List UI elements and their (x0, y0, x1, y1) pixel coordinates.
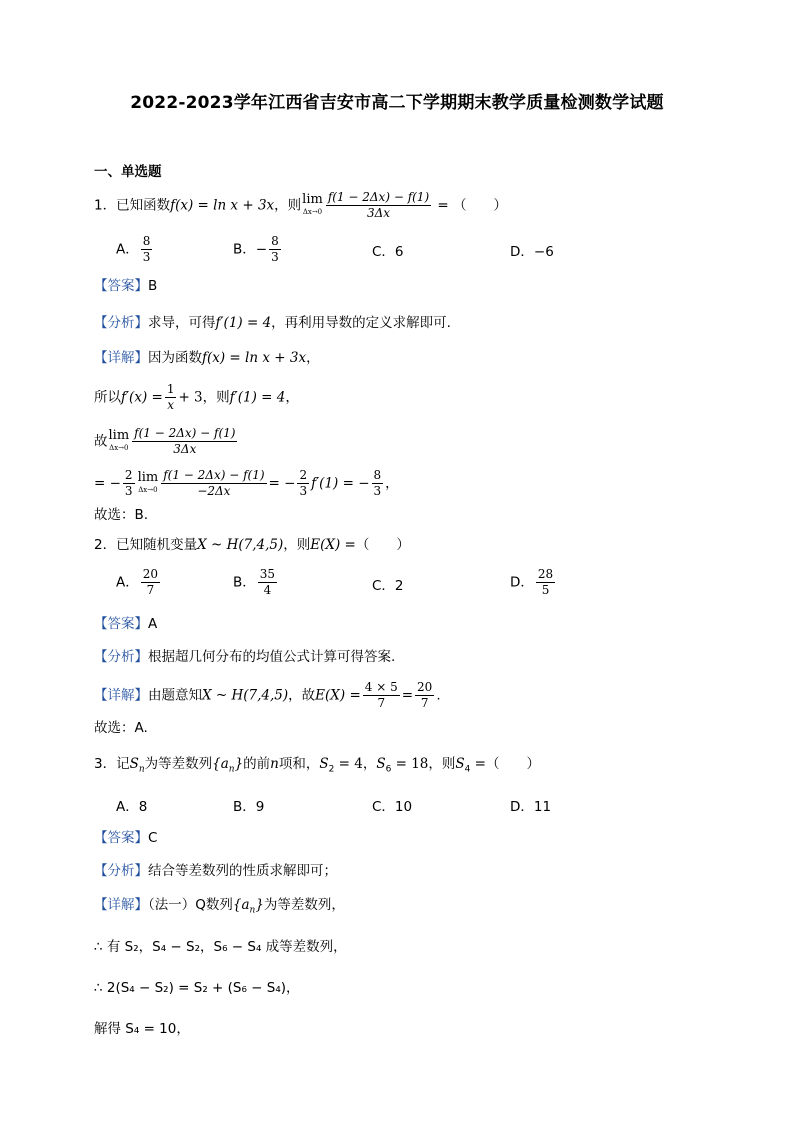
option-d (510, 567, 557, 598)
fraction (326, 190, 431, 221)
detail-text: ， (306, 350, 320, 366)
detail-text: ， (285, 389, 299, 406)
detail-line: ∴ 2(S₄ − S₂) = S₂ + (S₆ − S₄)， (94, 980, 300, 996)
answer-tag: 【答案】 (94, 830, 148, 846)
question-text: 已知函数 (116, 197, 171, 214)
option-b: B．9 (233, 799, 265, 815)
math-expression: f(x) = ln x + 3x (202, 350, 307, 366)
answer-line (94, 828, 157, 848)
detail-text: 故 (94, 433, 108, 450)
detail-text: ， (385, 475, 399, 492)
option-label: A． (116, 574, 139, 591)
fraction-numerator: 2 (299, 468, 308, 482)
analysis-text: 结合等差数列的性质求解即可； (148, 863, 337, 879)
option-d: D．11 (510, 799, 552, 815)
math-expression: = − (94, 475, 121, 492)
detail-text: . (436, 687, 441, 704)
detail-line (94, 426, 239, 457)
choice-line: 故选：A. (94, 720, 148, 736)
answer-value: B (148, 278, 158, 294)
math-expression: E(X) = (310, 537, 356, 553)
option-c: C．2 (372, 578, 404, 594)
analysis-line (94, 313, 451, 333)
analysis-text: ，再利用导数的定义求解即可. (271, 315, 451, 331)
math-subscript: n (249, 905, 256, 916)
question-3 (94, 754, 540, 780)
question-number: 2． (94, 537, 117, 553)
fraction-numerator: 4 × 5 (364, 680, 398, 694)
option-a (116, 567, 162, 598)
fraction-denominator: 7 (146, 583, 155, 597)
fraction-denominator: 7 (420, 696, 429, 710)
detail-line (94, 680, 441, 711)
math-expression: {a (232, 897, 250, 913)
math-expression: X ~ H(7,4,5) (202, 687, 289, 704)
analysis-line (94, 861, 337, 881)
detail-tag: 【详解】 (94, 897, 148, 913)
detail-text: ，则 (202, 389, 230, 406)
limit-symbol: lim (302, 191, 323, 207)
math-expression: S (376, 756, 386, 772)
option-c: C．6 (372, 244, 404, 260)
fraction-denominator: −2Δx (197, 484, 231, 498)
question-2 (94, 535, 410, 555)
question-text: 为等差数列 (144, 756, 213, 772)
question-text: 已知随机变量 (116, 537, 198, 553)
fraction-numerator: 1 (166, 382, 175, 396)
detail-line: 解得 S₄ = 10， (94, 1021, 190, 1037)
page-title: 2022-2023学年江西省吉安市高二下学期期末教学质量检测数学试题 (130, 93, 664, 113)
detail-tag: 【详解】 (94, 350, 148, 366)
fraction (415, 680, 434, 711)
option-b (233, 234, 283, 265)
math-expression: E(X) = (315, 687, 361, 704)
fraction-numerator: f(1 − 2Δx) − f(1) (163, 468, 265, 482)
fraction (161, 468, 266, 499)
section-heading: 一、单选题 (94, 164, 162, 180)
detail-text: 为等差数列， (263, 897, 345, 913)
fraction-denominator: 3 (124, 484, 133, 498)
limit-symbol: lim (137, 469, 159, 485)
math-expression: {a (212, 756, 229, 772)
fraction-numerator: 8 (142, 234, 151, 248)
limit-subscript: Δx→0 (138, 485, 158, 494)
option-label: A． (116, 241, 139, 258)
fraction-numerator: f(1 − 2Δx) − f(1) (327, 190, 430, 204)
fraction-denominator: 7 (377, 696, 386, 710)
math-expression: = (401, 687, 414, 704)
question-text: 记 (116, 756, 130, 772)
answer-line (94, 276, 157, 296)
fraction-numerator: 2 (124, 468, 133, 482)
math-subscript: n (228, 764, 235, 775)
limit-operator (137, 469, 159, 496)
limit-symbol: lim (108, 427, 130, 443)
fraction-numerator: 8 (373, 468, 382, 482)
math-expression: X ~ H(7,4,5) (197, 537, 284, 553)
fraction (141, 234, 153, 265)
fraction (165, 382, 177, 413)
math-expression: f′(1) = − (311, 475, 370, 492)
detail-tag: 【详解】 (94, 687, 148, 704)
limit-subscript: Δx→0 (302, 207, 323, 216)
math-subscript: 6 (385, 764, 392, 775)
math-subscript: 4 (464, 764, 471, 775)
fraction-numerator: 35 (259, 567, 276, 581)
fraction-denominator: 3Δx (173, 442, 197, 456)
analysis-line (94, 647, 395, 667)
math-expression: = 18 (391, 756, 429, 772)
question-text: ， (362, 756, 377, 772)
option-label: B．− (233, 241, 268, 258)
fraction (258, 567, 277, 598)
detail-line: ∴ 有 S₂，S₄ − S₂，S₆ − S₄ 成等差数列， (94, 939, 347, 955)
analysis-tag: 【分析】 (94, 315, 148, 331)
fraction (536, 567, 555, 598)
fraction-denominator: x (167, 398, 175, 412)
math-expression: f′(1) = 4 (229, 389, 286, 406)
detail-line (94, 348, 320, 368)
question-text: ，则 (274, 197, 302, 214)
fraction-denominator: 4 (263, 583, 272, 597)
fraction-numerator: 8 (271, 234, 279, 248)
analysis-text: 根据超几何分布的均值公式计算可得答案. (148, 649, 396, 665)
math-expression: = − (268, 475, 296, 492)
detail-line (94, 382, 299, 413)
math-expression: } (255, 897, 264, 913)
detail-text: 由题意知 (148, 687, 202, 704)
question-text: 项和， (278, 756, 320, 772)
math-expression: + 3 (178, 389, 203, 406)
answer-tag: 【答案】 (94, 616, 148, 632)
question-number: 1． (94, 197, 117, 214)
detail-text: ，故 (288, 687, 316, 704)
fraction-denominator: 3 (271, 250, 279, 264)
fraction (123, 468, 135, 499)
answer-blank: （ ） (355, 537, 410, 553)
fraction-denominator: 3 (299, 484, 308, 498)
option-label: D． (510, 574, 534, 591)
fraction-denominator: 3Δx (366, 206, 391, 220)
math-expression: S (319, 756, 329, 772)
analysis-tag: 【分析】 (94, 863, 148, 879)
limit-subscript: Δx→0 (109, 443, 129, 452)
question-number: 3． (94, 756, 117, 772)
math-subscript: 2 (328, 764, 335, 775)
fraction-denominator: 3 (142, 250, 151, 264)
option-d: D．−6 (510, 244, 554, 260)
fraction (372, 468, 384, 499)
question-text: ，则 (428, 756, 456, 772)
option-c: C．10 (372, 799, 413, 815)
analysis-text: 求导，可得 (148, 315, 216, 331)
answer-value: A (148, 616, 158, 632)
fraction (297, 468, 309, 499)
option-a (116, 234, 154, 265)
question-1 (94, 190, 507, 221)
answer-tag: 【答案】 (94, 278, 148, 294)
fraction (363, 680, 400, 711)
detail-text: （法一）Q数列 (148, 897, 233, 913)
fraction-numerator: 20 (417, 680, 433, 694)
math-expression: = (470, 756, 486, 772)
math-subscript: n (138, 764, 145, 775)
fraction (269, 234, 281, 265)
fraction-denominator: 3 (373, 484, 382, 498)
math-expression: f(x) = ln x + 3x (170, 197, 275, 214)
fraction (132, 426, 237, 457)
fraction-denominator: 5 (541, 583, 550, 597)
option-a: A．8 (116, 799, 148, 815)
fraction-numerator: f(1 − 2Δx) − f(1) (134, 426, 236, 440)
math-expression: = 4 (334, 756, 363, 772)
answer-line (94, 614, 157, 634)
answer-value: C (148, 830, 158, 846)
detail-line (94, 468, 399, 499)
detail-text: 所以 (94, 389, 121, 406)
math-expression: S (129, 756, 139, 772)
choice-line: 故选：B. (94, 507, 149, 523)
fraction (141, 567, 160, 598)
detail-text: 因为函数 (148, 350, 202, 366)
math-expression: S (455, 756, 465, 772)
option-label: B． (233, 574, 256, 591)
math-expression: f′(x) = (121, 389, 163, 406)
math-expression: f′(1) = 4 (215, 315, 272, 331)
question-text: 的前 (243, 756, 271, 772)
fraction-numerator: 20 (142, 567, 159, 581)
limit-operator (108, 427, 130, 454)
fraction-numerator: 28 (537, 567, 554, 581)
answer-blank: = （ ） (433, 197, 508, 214)
math-expression: n (270, 756, 279, 772)
detail-line (94, 895, 345, 921)
answer-blank: （ ） (486, 756, 540, 772)
analysis-tag: 【分析】 (94, 649, 148, 665)
question-text: ，则 (283, 537, 311, 553)
limit-operator (302, 191, 323, 218)
math-expression: } (234, 756, 244, 772)
option-b (233, 567, 279, 598)
